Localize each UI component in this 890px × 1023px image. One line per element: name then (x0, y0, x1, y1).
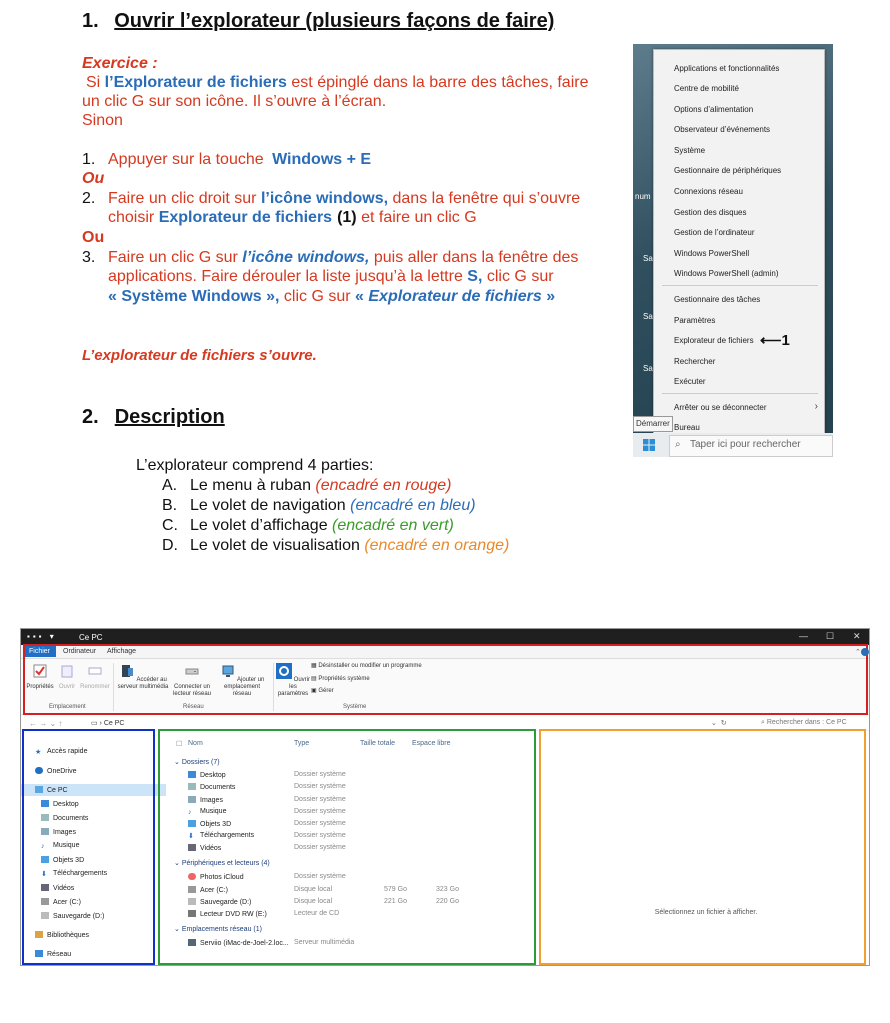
preview-message: Sélectionnez un fichier à afficher. (654, 909, 758, 916)
section-1-title: Ouvrir l’explorateur (plusieurs façons de faire) (114, 10, 555, 32)
item-type: Dossier système (294, 873, 346, 880)
menu-item-file-explorer[interactable]: Explorateur de fichiers (674, 336, 754, 345)
item-name: Sauvegarde (D:) (200, 899, 252, 906)
step-number: 2. (82, 190, 96, 207)
side-text: Sa (643, 364, 653, 373)
nav-item-quick-access[interactable] (35, 748, 87, 755)
group-label: Emplacement (49, 704, 86, 710)
button-label: Ouvrir (58, 684, 76, 690)
drive-icon (41, 912, 49, 919)
part-letter: A. (162, 477, 178, 494)
nav-label: Réseau (47, 951, 72, 958)
drive-icon (41, 898, 49, 905)
exercise-text: est épinglé dans la barre des tâches, faire (286, 74, 589, 91)
group-label: Réseau (183, 704, 204, 710)
images-icon (41, 828, 49, 835)
section-2-heading (82, 406, 225, 429)
item-type: Disque local (294, 886, 333, 893)
quote-open: « (355, 288, 369, 305)
tab-affichage[interactable]: Affichage (107, 648, 137, 655)
menu-item[interactable]: Options d’alimentation (674, 105, 754, 114)
video-icon (188, 844, 196, 851)
search-placeholder: Rechercher dans : Ce PC (766, 719, 847, 726)
group-header-network[interactable] (174, 925, 262, 933)
menu-item[interactable]: Windows PowerShell (admin) (674, 269, 779, 278)
step-2-line-1 (82, 189, 580, 208)
quote-close: » (541, 288, 556, 305)
item-name: Acer (C:) (200, 887, 228, 894)
video-icon (41, 884, 49, 891)
nav-label: Desktop (53, 801, 79, 808)
step-text: clic G sur (279, 288, 356, 305)
nav-item-videos[interactable] (41, 884, 74, 892)
list-item[interactable] (188, 832, 254, 839)
search-icon: ⌕ (675, 439, 681, 450)
parts-list (136, 456, 509, 556)
group-label: Système (343, 704, 367, 710)
map-drive-button[interactable] (171, 663, 213, 698)
group-header-devices[interactable] (174, 859, 270, 867)
section-2-number: 2. (82, 406, 99, 428)
part-text: Le volet de visualisation (190, 537, 365, 554)
step-1 (82, 150, 371, 169)
properties-icon: ▤ (311, 676, 319, 682)
part-note: (encadré en vert) (332, 517, 454, 534)
nav-item-documents[interactable] (41, 814, 88, 822)
open-icon (59, 663, 75, 679)
step-text: dans la fenêtre qui s’ouvre (388, 190, 581, 207)
list-item[interactable] (188, 898, 251, 906)
nav-label: Ce PC (47, 787, 68, 794)
group-label: Dossiers (7) (181, 759, 220, 766)
chevron-up-icon[interactable]: ⌃ (855, 649, 861, 656)
nav-arrows[interactable]: ← → ⌄ ↑ (29, 719, 63, 728)
tab-fichier[interactable]: Fichier (23, 646, 56, 657)
nav-item-drive-c[interactable] (41, 898, 81, 906)
part-note: (encadré en rouge) (315, 477, 452, 494)
select-all-checkbox[interactable]: ☐ (176, 741, 183, 748)
nav-item-music[interactable] (41, 842, 79, 850)
address-bar (21, 715, 870, 731)
section-2-title: Description (114, 406, 225, 428)
cloud-icon (35, 767, 43, 774)
address-text: Ce PC (103, 720, 125, 727)
manage-button[interactable] (311, 688, 334, 695)
star-icon: ★ (35, 749, 42, 756)
uninstall-button[interactable] (311, 663, 422, 670)
menu-item[interactable]: Gestion des disques (674, 208, 747, 217)
item-name: Objets 3D (200, 821, 232, 828)
list-item[interactable] (188, 910, 267, 918)
computer-icon: ▭ › (91, 720, 104, 727)
uninstall-icon: ▦ (311, 663, 319, 669)
part-letter: C. (162, 517, 178, 534)
music-icon: ♪ (41, 843, 45, 850)
item-name: Vidéos (200, 845, 222, 852)
part-note: (encadré en bleu) (350, 497, 476, 514)
arrow-left-icon: ⟵ (760, 332, 782, 349)
menu-item[interactable]: Arrêter ou se déconnecter (674, 403, 767, 412)
letter-term: S, (467, 268, 483, 285)
cube-icon (188, 820, 196, 827)
list-item[interactable] (188, 873, 244, 881)
nav-label: Sauvegarde (D:) (53, 913, 105, 920)
item-type: Dossier système (294, 796, 346, 803)
menu-separator (662, 393, 818, 394)
group-header-folders[interactable] (174, 758, 220, 766)
content-pane (166, 731, 536, 966)
list-item[interactable] (188, 771, 226, 779)
media-server-button[interactable] (115, 663, 171, 691)
list-item[interactable] (188, 783, 235, 791)
result-text: L’explorateur de fichiers s’ouvre. (82, 347, 317, 364)
step-text: choisir (108, 209, 159, 226)
step-3-line-3 (82, 287, 555, 306)
step-3-line-1 (82, 248, 578, 267)
open-settings-button[interactable] (276, 663, 310, 698)
part-text: Le volet d’affichage (190, 517, 333, 534)
close-icon[interactable]: ✕ (853, 631, 861, 641)
nav-label: Accès rapide (47, 748, 88, 755)
network-icon (35, 950, 43, 957)
drive-icon (188, 898, 196, 905)
download-icon: ⬇ (188, 833, 194, 840)
menu-item[interactable]: Gestionnaire de périphériques (674, 166, 782, 175)
or-label: Ou (82, 170, 105, 187)
add-location-button[interactable] (215, 663, 269, 698)
nav-label: Acer (C:) (53, 899, 81, 906)
rename-icon (87, 663, 103, 679)
arrow-label: 1 (781, 332, 790, 349)
nav-item-desktop[interactable] (41, 800, 79, 808)
step-text: clic G sur (482, 268, 554, 285)
item-name: Images (200, 797, 223, 804)
part-note: (encadré en orange) (364, 537, 510, 554)
taskbar-search-box[interactable] (669, 435, 833, 457)
item-name: Musique (200, 808, 227, 815)
nav-label: Bibliothèques (47, 932, 90, 939)
checkmark-icon (32, 663, 48, 679)
dvd-drive-icon (188, 910, 196, 917)
network-location-icon (220, 663, 236, 679)
reference-marker: (1) (337, 209, 357, 226)
nav-item-this-pc[interactable] (35, 786, 68, 794)
item-name: Téléchargements (200, 832, 255, 839)
explorer-term: Explorateur de fichiers (158, 209, 333, 226)
part-d (136, 536, 509, 556)
item-name: Lecteur DVD RW (E:) (200, 911, 267, 918)
tab-ordinateur[interactable]: Ordinateur (63, 648, 97, 655)
column-header-free[interactable]: Espace libre (412, 740, 451, 747)
list-item[interactable] (188, 844, 221, 852)
media-server-icon (119, 663, 135, 679)
part-a (136, 476, 509, 496)
nav-item-images[interactable] (41, 828, 76, 836)
exercise-line-3: Sinon (82, 112, 123, 129)
list-item[interactable] (188, 939, 289, 947)
nav-label: Images (53, 829, 76, 836)
item-name: Documents (200, 784, 236, 791)
menu-item[interactable]: Bureau (674, 423, 700, 432)
item-type: Dossier système (294, 808, 346, 815)
menu-item[interactable]: Rechercher (674, 357, 716, 366)
button-label: Propriétés (26, 684, 54, 690)
step-2-line-2 (82, 208, 477, 227)
part-b (136, 496, 509, 516)
explorer-term: l’Explorateur de fichiers (104, 74, 287, 91)
nav-label: Téléchargements (53, 870, 108, 877)
step-text: Faire un clic droit sur (108, 190, 261, 207)
explorer-title-bar (21, 629, 870, 645)
item-name: Photos iCloud (200, 874, 244, 881)
file-explorer-screenshot (20, 628, 870, 966)
nav-item-libraries[interactable] (35, 931, 89, 939)
explorer-term: Explorateur de fichiers (368, 288, 542, 305)
drive-icon (188, 886, 196, 893)
menu-separator (662, 285, 818, 286)
step-text: et faire un clic G (356, 209, 477, 226)
system-properties-button[interactable] (311, 676, 370, 683)
button-label: Ajouter un emplacement réseau (223, 677, 265, 697)
quick-access-toolbar[interactable]: ▪▪▪ ▾ (27, 632, 57, 641)
or-label: Ou (82, 229, 105, 246)
nav-label: Vidéos (53, 885, 75, 892)
item-type: Disque local (294, 898, 333, 905)
nav-label: OneDrive (47, 768, 77, 775)
windows-icon-term: l’icône windows, (242, 249, 370, 266)
part-letter: D. (162, 537, 178, 554)
step-number: 3. (82, 249, 96, 266)
desktop-icon (188, 771, 196, 778)
item-name: Desktop (200, 772, 226, 779)
music-icon: ♪ (188, 809, 192, 816)
part-c (136, 516, 509, 536)
maximize-icon[interactable]: ☐ (826, 631, 835, 641)
nav-item-onedrive[interactable] (35, 767, 77, 775)
item-free-space: 323 Go (436, 886, 459, 893)
start-tooltip: Démarrer (633, 416, 673, 432)
exercise-line-1 (82, 73, 588, 92)
item-type: Lecteur de CD (294, 910, 340, 917)
group-label: Périphériques et lecteurs (4) (181, 860, 270, 867)
minimize-icon[interactable]: — (799, 631, 808, 641)
button-label: Désinstaller ou modifier un programme (318, 663, 422, 669)
ribbon-tabs (21, 645, 870, 659)
item-type: Dossier système (294, 820, 346, 827)
group-label: Emplacements réseau (1) (181, 926, 262, 933)
menu-item[interactable]: Connexions réseau (674, 187, 743, 196)
step-3-line-2 (82, 267, 554, 286)
list-item[interactable] (188, 886, 228, 894)
libraries-icon (35, 931, 43, 938)
system-windows-term: « Système Windows », (108, 288, 280, 305)
section-1-heading (82, 10, 554, 33)
menu-item[interactable]: Gestionnaire des tâches (674, 295, 761, 304)
chevron-down-icon: ⌄ (174, 860, 182, 867)
start-menu-screenshot (633, 44, 833, 457)
windows-icon-term: l’icône windows, (260, 190, 389, 207)
nav-item-network[interactable] (35, 950, 71, 958)
network-drive-icon (184, 663, 200, 679)
button-label: Propriétés système (318, 676, 370, 682)
item-type: Dossier système (294, 783, 346, 790)
nav-label: Objets 3D (53, 857, 85, 864)
documents-icon (188, 783, 196, 790)
step-text: Faire un clic G sur (108, 249, 243, 266)
nav-label: Musique (53, 842, 80, 849)
navigation-pane (21, 731, 166, 966)
column-header-type[interactable]: Type (294, 740, 310, 747)
nav-item-downloads[interactable] (41, 870, 107, 877)
item-total-size: 579 Go (384, 886, 407, 893)
part-letter: B. (162, 497, 178, 514)
menu-item[interactable]: Centre de mobilité (674, 84, 739, 93)
item-total-size: 221 Go (384, 898, 407, 905)
images-icon (188, 796, 196, 803)
computer-icon (35, 786, 43, 793)
gear-icon (276, 663, 292, 679)
item-name: Serviio (iMac-de-Joel-2.loc... (200, 940, 289, 947)
chevron-right-icon: › (814, 401, 818, 412)
exercise-line-2: un clic G sur son icône. Il s’ouvre à l’écran. (82, 93, 387, 110)
section-1-number: 1. (82, 10, 99, 32)
side-text: Sa (643, 312, 653, 321)
nav-label: Documents (53, 815, 89, 822)
step-text: applications. Faire dérouler la liste jusqu’à la lettre (108, 268, 468, 285)
list-item[interactable] (188, 808, 226, 816)
parts-intro: L’explorateur comprend 4 parties: (136, 457, 374, 474)
group-divider (113, 663, 114, 711)
nav-item-3d-objects[interactable] (41, 856, 84, 864)
ribbon (21, 659, 870, 715)
open-button[interactable] (55, 663, 79, 691)
media-server-icon (188, 939, 196, 946)
step-text: Appuyer sur la touche (108, 151, 269, 168)
manage-icon: ▣ (311, 688, 319, 694)
column-header-name[interactable]: Nom (188, 740, 203, 747)
refresh-icon[interactable]: ⌄ ↻ (711, 720, 727, 727)
exercise-text: Si (86, 74, 105, 91)
column-header-size[interactable]: Taille totale (360, 740, 396, 747)
context-menu (653, 49, 825, 439)
chevron-down-icon: ⌄ (174, 926, 182, 933)
menu-item[interactable]: Gestion de l’ordinateur (674, 228, 755, 237)
exercise-label: Exercice : (82, 55, 158, 72)
part-text: Le volet de navigation (190, 497, 351, 514)
download-icon: ⬇ (41, 871, 47, 878)
menu-item[interactable]: Système (674, 146, 706, 155)
properties-button[interactable] (25, 663, 55, 691)
address-path[interactable] (91, 719, 124, 727)
step-number: 1. (82, 151, 96, 168)
item-type: Dossier système (294, 832, 346, 839)
window-title: Ce PC (79, 633, 103, 642)
menu-item[interactable]: Paramètres (674, 316, 716, 325)
button-label: Renommer (80, 684, 110, 690)
documents-icon (41, 814, 49, 821)
button-label: Gérer (318, 688, 334, 694)
menu-item[interactable]: Observateur d’événements (674, 125, 771, 134)
menu-item[interactable]: Exécuter (674, 377, 706, 386)
preview-pane (541, 731, 870, 966)
key-combo: Windows + E (272, 151, 372, 168)
group-divider (273, 663, 274, 711)
button-label: Ouvrir les paramètres (277, 677, 311, 697)
menu-item[interactable]: Applications et fonctionnalités (674, 64, 780, 73)
item-type: Dossier système (294, 844, 346, 851)
search-box[interactable] (761, 719, 847, 727)
button-label: Accéder au serveur multimédia (117, 677, 169, 690)
icloud-photos-icon (188, 873, 196, 880)
desktop-icon (41, 800, 49, 807)
rename-button[interactable] (79, 663, 111, 691)
side-text: Sa (643, 254, 653, 263)
chevron-down-icon: ⌄ (174, 759, 182, 766)
menu-item[interactable]: Windows PowerShell (674, 249, 750, 258)
item-free-space: 220 Go (436, 898, 459, 905)
search-icon: ⌕ (761, 719, 767, 726)
side-text: num (635, 192, 651, 201)
nav-item-drive-d[interactable] (41, 912, 104, 920)
item-type: Dossier système (294, 771, 346, 778)
part-text: Le menu à ruban (190, 477, 316, 494)
step-text: puis aller dans la fenêtre des (369, 249, 579, 266)
button-label: Connecter un lecteur réseau (172, 684, 212, 697)
search-placeholder: Taper ici pour rechercher (690, 439, 801, 450)
item-type: Serveur multimédia (294, 939, 355, 946)
list-item[interactable] (188, 796, 223, 804)
windows-logo-icon[interactable] (643, 439, 655, 451)
cube-icon (41, 856, 49, 863)
annotation-arrow (760, 331, 790, 349)
list-item[interactable] (188, 820, 231, 828)
